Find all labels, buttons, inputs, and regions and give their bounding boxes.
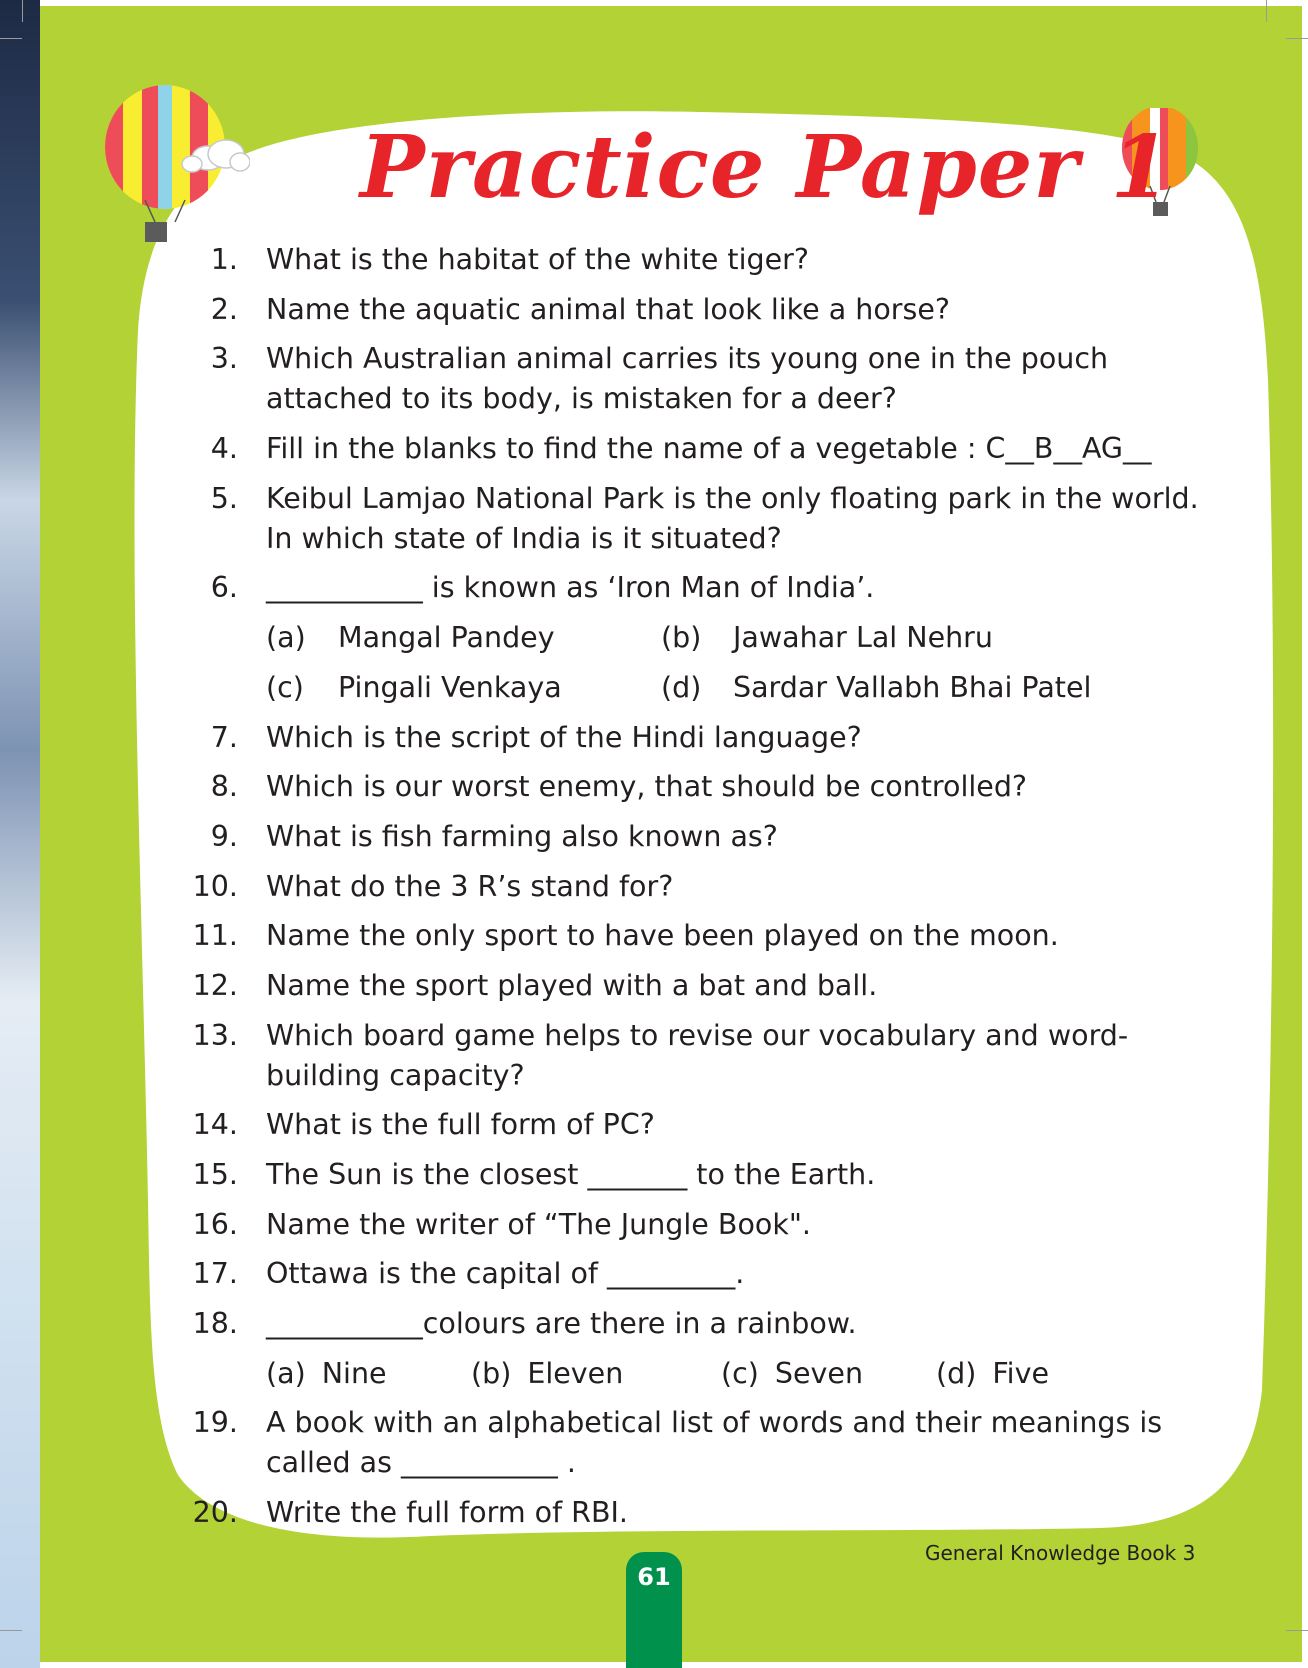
option-label: (b) — [471, 1356, 512, 1390]
page-number: 61 — [637, 1563, 671, 1591]
question-item — [180, 568, 1200, 608]
crop-mark — [0, 1630, 22, 1631]
option-c — [266, 668, 661, 708]
option-a — [266, 618, 661, 658]
question-text: What is the full form of PC? — [266, 1108, 655, 1142]
question-number: 7. — [210, 720, 238, 754]
option-d — [936, 1354, 1136, 1394]
question-text: Which is our worst enemy, that should be controlled? — [266, 770, 1028, 804]
question-number: 19. — [192, 1406, 238, 1440]
question-text: Name the only sport to have been played on the moon. — [266, 919, 1059, 953]
crop-mark — [0, 38, 22, 39]
option-label: (c) — [266, 670, 304, 704]
option-text: Eleven — [527, 1356, 624, 1390]
option-c — [721, 1354, 936, 1394]
question-number: 14. — [192, 1108, 238, 1142]
option-a — [266, 1354, 471, 1394]
question-18-options-row — [266, 1354, 1200, 1394]
question-number: 17. — [192, 1257, 238, 1291]
question-item — [180, 1493, 1200, 1533]
question-text: Name the sport played with a bat and ball. — [266, 968, 878, 1002]
option-text: Mangal Pandey — [338, 621, 555, 655]
option-b — [661, 618, 1181, 658]
question-text: The Sun is the closest _______ to the Earth. — [266, 1158, 876, 1191]
page-title: Practice Paper 1 — [360, 117, 1172, 218]
question-text: Which board game helps to revise our vocabulary and word-building capacity? — [266, 1018, 1129, 1092]
question-number: 5. — [210, 481, 238, 515]
question-number: 3. — [210, 342, 238, 376]
option-text: Nine — [321, 1356, 387, 1390]
question-text: Ottawa is the capital of _________. — [266, 1257, 745, 1291]
question-number: 10. — [192, 869, 238, 903]
question-item — [180, 1403, 1200, 1483]
question-6-options-row-1 — [266, 618, 1200, 658]
question-text: ___________ is known as ‘Iron Man of India’. — [266, 571, 875, 605]
hot-air-balloon-left-icon — [100, 82, 250, 262]
option-text: Five — [992, 1356, 1049, 1390]
question-item — [180, 1304, 1200, 1344]
question-number: 12. — [192, 968, 238, 1002]
question-text: Name the writer of “The Jungle Book". — [266, 1207, 811, 1241]
question-number: 4. — [210, 432, 238, 466]
crop-mark — [1286, 1630, 1308, 1631]
question-number: 8. — [210, 770, 238, 804]
question-text: Fill in the blanks to find the name of a vegetable : C__B__AG__ — [266, 432, 1152, 466]
question-item — [180, 479, 1200, 559]
question-number: 2. — [210, 292, 238, 326]
crop-mark — [22, 0, 23, 22]
question-6-options-row-2 — [266, 668, 1200, 708]
question-item — [180, 1205, 1200, 1245]
question-text: What do the 3 R’s stand for? — [266, 869, 674, 903]
question-text: Keibul Lamjao National Park is the only floating park in the world. In which state of India is it situated? — [266, 481, 1199, 555]
option-label: (c) — [721, 1356, 759, 1390]
question-item — [180, 718, 1200, 758]
option-text: Sardar Vallabh Bhai Patel — [733, 670, 1092, 704]
question-item — [180, 1254, 1200, 1294]
option-text: Seven — [774, 1356, 864, 1390]
option-label: (b) — [661, 621, 702, 655]
option-label: (a) — [266, 1356, 306, 1390]
question-item — [180, 1105, 1200, 1145]
question-number: 18. — [192, 1307, 238, 1341]
question-item — [180, 1155, 1200, 1195]
option-label: (d) — [661, 670, 702, 704]
question-number: 6. — [210, 571, 238, 605]
question-item — [180, 429, 1200, 469]
question-text: ___________colours are there in a rainbow. — [266, 1307, 857, 1341]
question-text: Name the aquatic animal that look like a horse? — [266, 292, 950, 326]
question-number: 11. — [192, 919, 238, 953]
question-number: 20. — [192, 1496, 238, 1530]
question-text: What is fish farming also known as? — [266, 819, 778, 853]
question-number: 16. — [192, 1207, 238, 1241]
question-item — [180, 767, 1200, 807]
question-text: Write the full form of RBI. — [266, 1496, 628, 1530]
question-item — [180, 240, 1200, 280]
option-label: (d) — [936, 1356, 977, 1390]
crop-mark — [1266, 0, 1267, 22]
question-item — [180, 290, 1200, 330]
book-title-footer: General Knowledge Book 3 — [925, 1541, 1196, 1565]
question-text: Which is the script of the Hindi language? — [266, 720, 862, 754]
question-item — [180, 1016, 1200, 1096]
option-d — [661, 668, 1181, 708]
option-text: Pingali Venkaya — [338, 670, 562, 704]
question-number: 9. — [210, 819, 238, 853]
question-item — [180, 339, 1200, 419]
option-b — [471, 1354, 721, 1394]
question-text: A book with an alphabetical list of words and their meanings is called as ___________ . — [266, 1406, 1163, 1480]
option-label: (a) — [266, 621, 306, 655]
question-item — [180, 916, 1200, 956]
question-list — [180, 240, 1200, 1543]
option-text: Jawahar Lal Nehru — [733, 621, 993, 655]
question-text: What is the habitat of the white tiger? — [266, 243, 809, 276]
question-item — [180, 817, 1200, 857]
question-item — [180, 867, 1200, 907]
crop-mark — [1286, 38, 1308, 39]
question-number: 15. — [192, 1158, 238, 1191]
question-item — [180, 966, 1200, 1006]
question-number: 1. — [210, 243, 238, 276]
question-text: Which Australian animal carries its young one in the pouch attached to its body, is mistaken for a deer? — [266, 342, 1109, 416]
question-number: 13. — [192, 1018, 238, 1052]
